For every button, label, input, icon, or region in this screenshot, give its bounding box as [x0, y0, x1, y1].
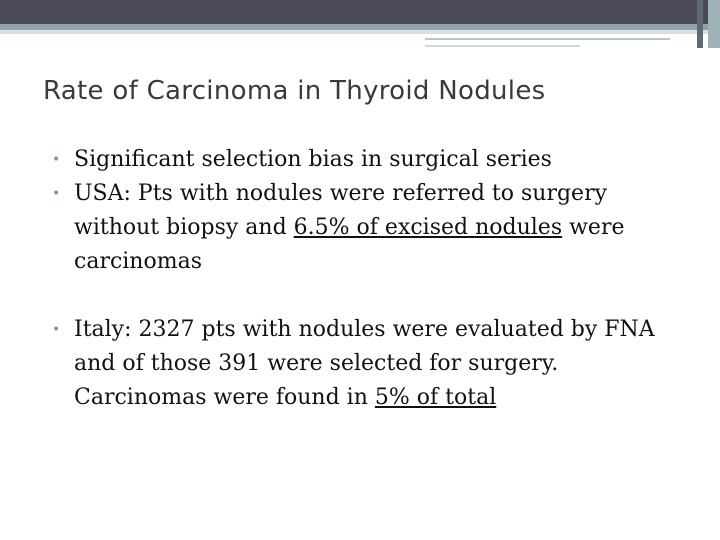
bullet-icon: • — [52, 152, 61, 168]
bullet-item-usa — [52, 177, 692, 279]
decorative-line-short — [425, 45, 580, 47]
bullet-icon: • — [52, 186, 61, 202]
underlined-stat: 5% of total — [374, 385, 497, 410]
bullet-text: Significant selection bias in surgical series — [74, 147, 552, 172]
bullet-item-selection-bias — [52, 143, 692, 177]
bullet-item-italy — [52, 313, 692, 415]
bullet-icon: • — [52, 322, 61, 338]
header-band — [0, 0, 720, 24]
header-light-stripe — [0, 30, 720, 34]
corner-bar-light — [708, 0, 720, 48]
bullet-text: USA: Pts with nodules were referred to surgery without biopsy and — [74, 181, 608, 240]
slide-title: Rate of Carcinoma in Thyroid Nodules — [43, 76, 546, 106]
bullet-list — [52, 143, 692, 415]
decorative-line — [425, 38, 670, 40]
bullet-text: Italy: 2327 pts with nodules were evaluated by FNA and of those 391 were selected for surgery. Carcinomas were found in — [74, 317, 655, 410]
bullet-text-end: were carcinomas — [74, 215, 625, 274]
corner-bar-dark — [697, 0, 703, 48]
underlined-stat: 6.5% of excised nodules — [293, 215, 563, 240]
